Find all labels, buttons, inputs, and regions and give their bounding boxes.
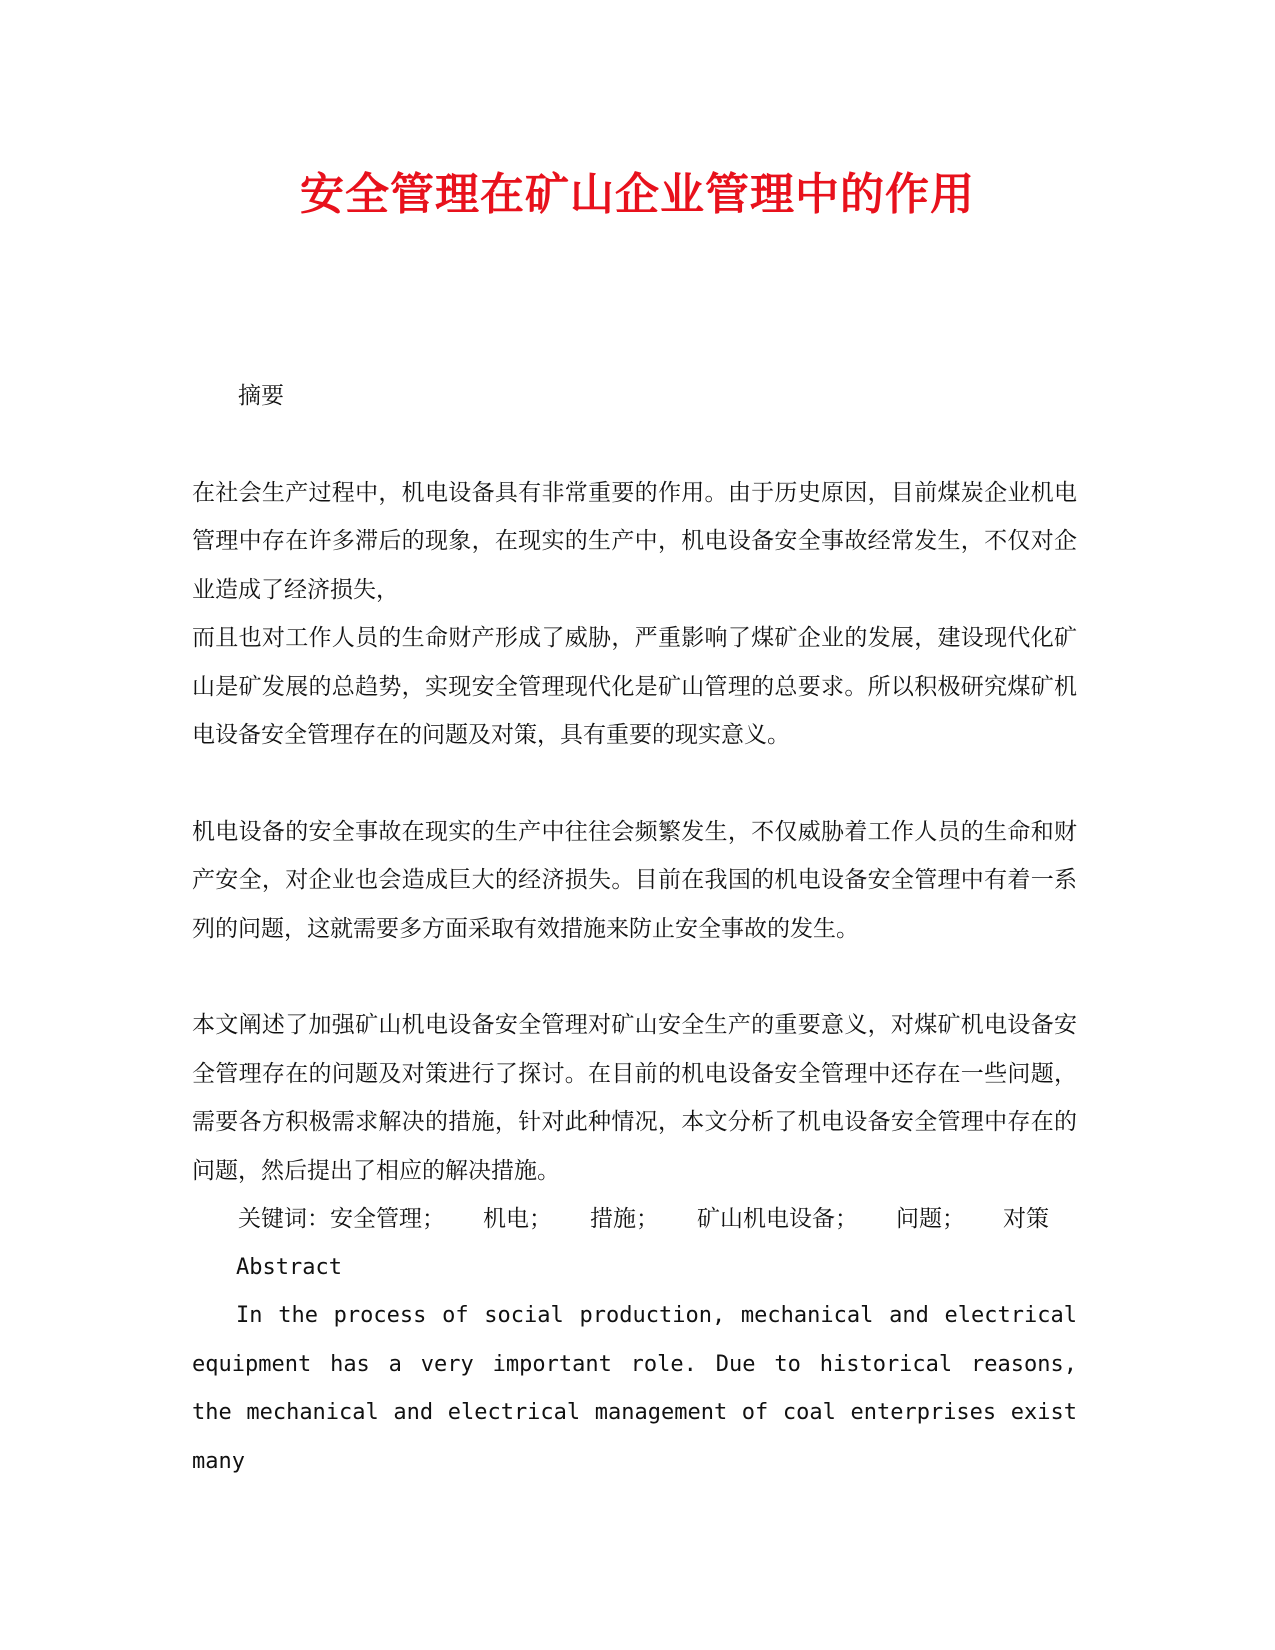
keyword: 问题； bbox=[896, 1206, 965, 1232]
keywords-label: 关键词： bbox=[238, 1206, 330, 1232]
english-abstract-paragraph: In the process of social production, mechanical and electrical equipment has a very important role. Due to historical reasons, the mechanical and electrical management of coal enterprises exist many bbox=[192, 1303, 1077, 1474]
document-title: 安全管理在矿山企业管理中的作用 bbox=[300, 169, 975, 220]
keyword: 机电； bbox=[483, 1206, 552, 1232]
abstract-paragraph: 本文阐述了加强矿山机电设备安全管理对矿山安全生产的重要意义，对煤矿机电设备安全管理存在的问题及对策进行了探讨。在目前的机电设备安全管理中还存在一些问题，需要各方积极需求解决的措施，针对此种情况，本文分析了机电设备安全管理中存在的问题，然后提出了相应的解决措施。 bbox=[192, 1012, 1077, 1184]
abstract-paragraph: 机电设备的安全事故在现实的生产中往往会频繁发生，不仅威胁着工作人员的生命和财产安全，对企业也会造成巨大的经济损失。目前在我国的机电设备安全管理中有着一系列的问题，这就需要多方面采取有效措施来防止安全事故的发生。 bbox=[192, 818, 1077, 942]
keyword: 安全管理； bbox=[330, 1206, 445, 1232]
abstract-paragraph: 在社会生产过程中，机电设备具有非常重要的作用。由于历史原因，目前煤炭企业机电管理中存在许多滞后的现象，在现实的生产中，机电设备安全事故经常发生，不仅对企业造成了经济损失， bbox=[192, 479, 1077, 603]
keywords-line bbox=[192, 1195, 1077, 1244]
abstract-paragraph: 而且也对工作人员的生命财产形成了威胁，严重影响了煤矿企业的发展，建设现代化矿山是矿发展的总趋势，实现安全管理现代化是矿山管理的总要求。所以积极研究煤矿机电设备安全管理存在的问题及对策，具有重要的现实意义。 bbox=[192, 625, 1077, 748]
document-body bbox=[192, 372, 1077, 1486]
keyword: 对策 bbox=[1003, 1206, 1049, 1232]
english-abstract-heading: Abstract bbox=[236, 1254, 342, 1280]
keyword: 措施； bbox=[590, 1206, 659, 1232]
abstract-heading: 摘要 bbox=[238, 383, 284, 409]
keyword: 矿山机电设备； bbox=[697, 1206, 858, 1232]
